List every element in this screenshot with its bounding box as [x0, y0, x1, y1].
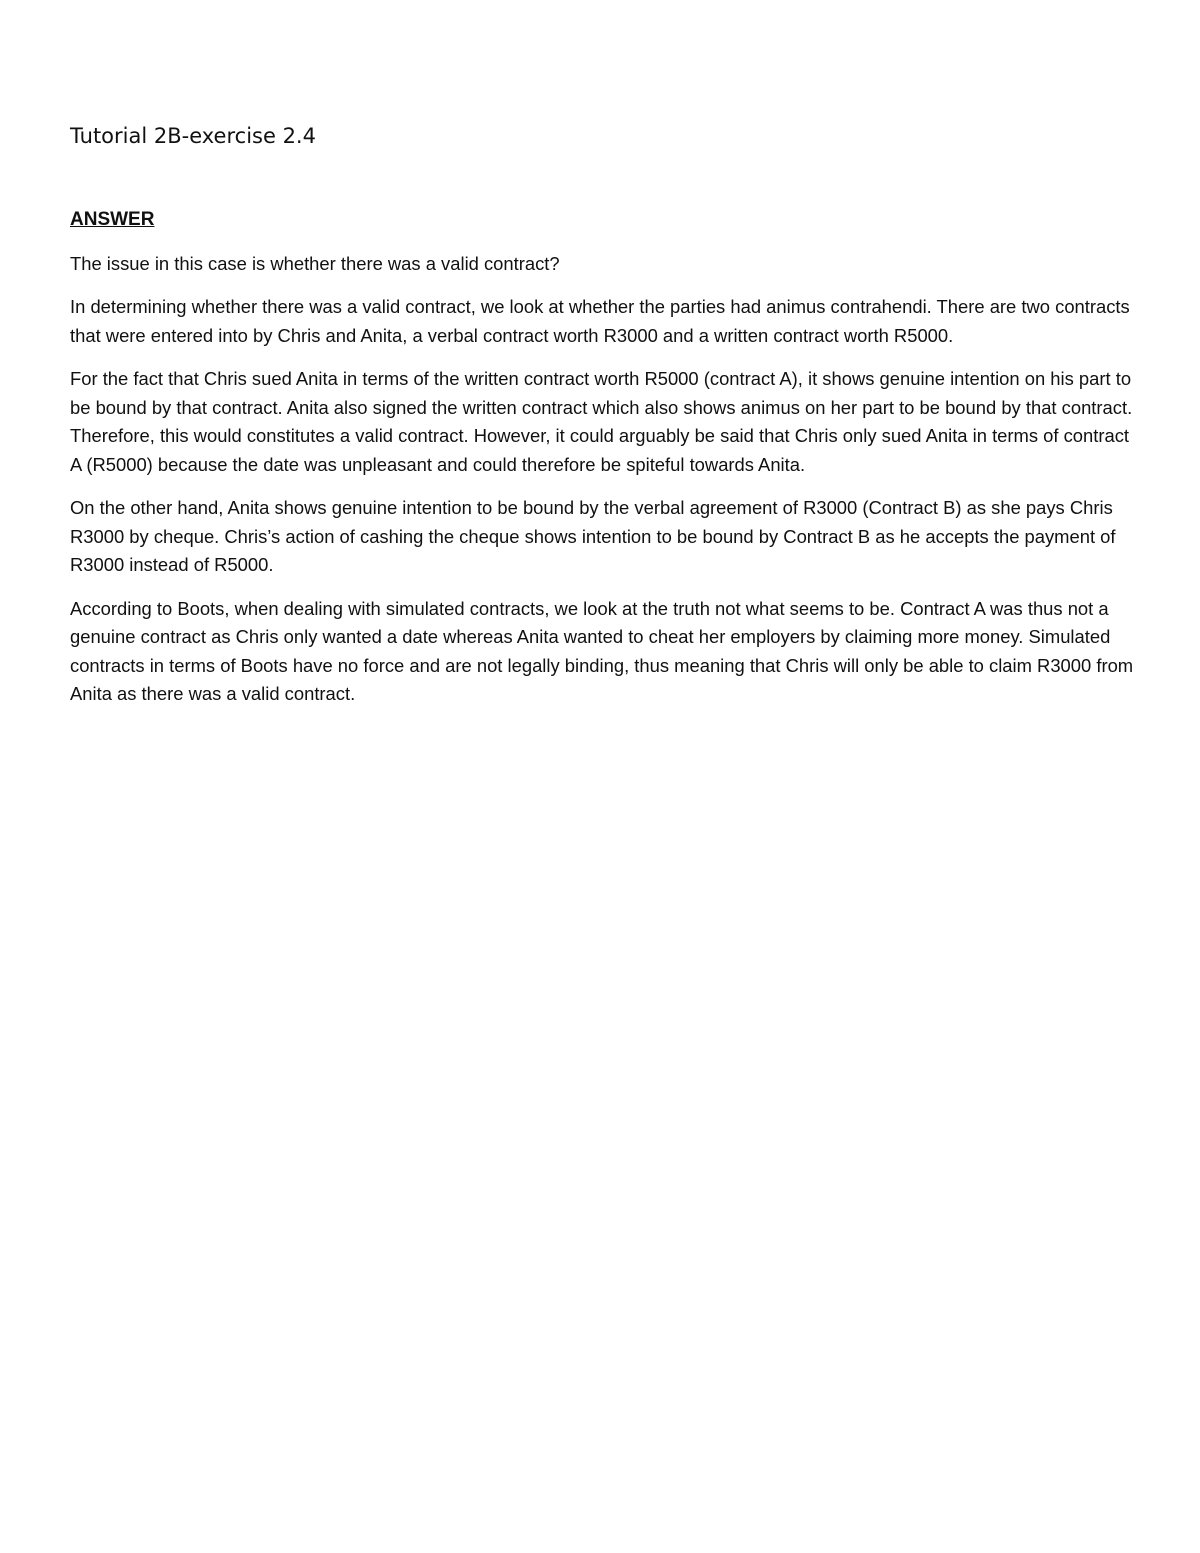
answer-heading: ANSWER — [70, 209, 155, 230]
document-title: Tutorial 2B-exercise 2.4 — [70, 124, 316, 148]
document-body — [70, 118, 1135, 724]
contracts-paragraph: In determining whether there was a valid contract, we look at whether the parties had animus contrahendi. There are two contracts that were entered into by Chris and Anita, a verbal contract worth R3000 and a written contract worth R5000. — [70, 296, 1130, 346]
contract-b-paragraph: On the other hand, Anita shows genuine intention to be bound by the verbal agreement of R3000 (Contract B) as she pays Chris R3000 by cheque. Chris’s action of cashing the cheque shows intention to be bound by Contract B as he accepts the payment of R3000 instead of R5000. — [70, 497, 1116, 575]
conclusion-paragraph: According to Boots, when dealing with simulated contracts, we look at the truth not what seems to be. Contract A was thus not a genuine contract as Chris only wanted a date whereas Anita wanted to cheat her employers by claiming more money. Simulated contracts in terms of Boots have no force and are not legally binding, thus meaning that Chris will only be able to claim R3000 from Anita as there was a valid contract. — [70, 597, 1134, 704]
contract-a-paragraph: For the fact that Chris sued Anita in terms of the written contract worth R5000 (contract A), it shows genuine intention on his part to be bound by that contract. Anita also signed the written contract which also shows animus on her part to be bound by that contract. Therefore, this would constitutes a valid contract. However, it could arguably be said that Chris only sued Anita in terms of contract A (R5000) because the date was unpleasant and could therefore be spiteful towards Anita. — [70, 368, 1133, 475]
issue-paragraph: The issue in this case is whether there was a valid contract? — [70, 252, 560, 274]
